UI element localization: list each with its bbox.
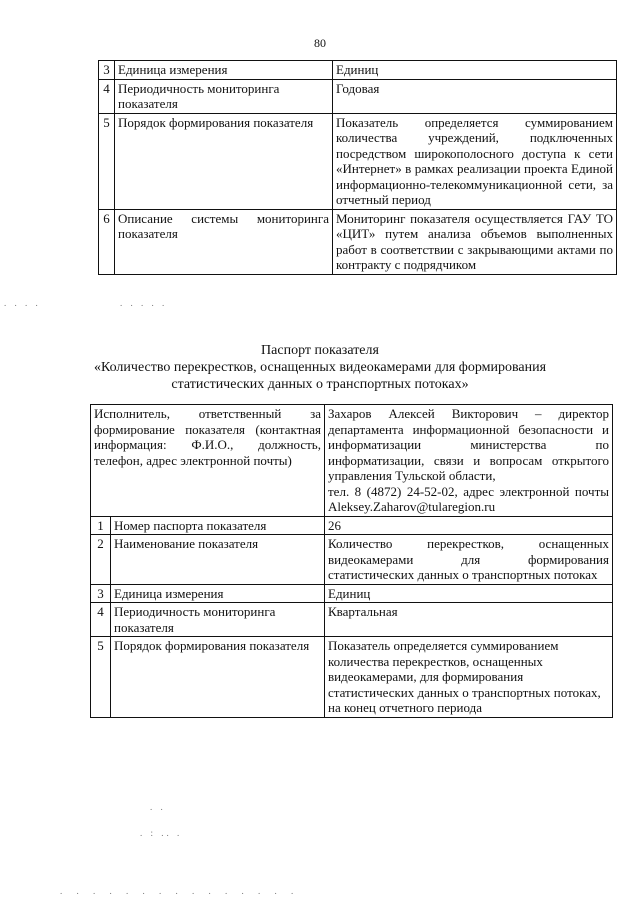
scan-noise: . . (150, 802, 166, 812)
row-label: Описание системы мониторинга показателя (115, 209, 333, 274)
passport-subtitle-line-1: «Количество перекрестков, оснащенных видеокамерами для формирования (93, 360, 547, 375)
scan-noise: . . . . (4, 298, 41, 308)
executor-value: Захаров Алексей Викторович – директор департамента информационной безопасности и информатизации министерства по информатизации, связи и вопросам открытого управления Тульской области, тел. 8 (4872) 24-52-02, адрес электронной почты Aleksey.Zaharov@tularegion.ru (325, 405, 613, 517)
row-number: 6 (99, 209, 115, 274)
table-row (91, 603, 613, 637)
passport-title: Паспорт показателя (261, 343, 379, 358)
row-number: 3 (91, 584, 111, 603)
table-row (99, 61, 617, 80)
scan-noise: . . . . . (120, 298, 168, 308)
row-label: Периодичность мониторинга показателя (111, 603, 325, 637)
row-number: 1 (91, 516, 111, 535)
row-value: Единиц (333, 61, 617, 80)
row-number: 2 (91, 535, 111, 585)
row-number: 4 (91, 603, 111, 637)
row-value: Квартальная (325, 603, 613, 637)
indicator-passport-table (90, 404, 613, 718)
row-label: Наименование показателя (111, 535, 325, 585)
row-number: 3 (99, 61, 115, 80)
table-row (99, 113, 617, 209)
row-label: Номер паспорта показателя (111, 516, 325, 535)
row-value: 26 (325, 516, 613, 535)
row-value: Мониторинг показателя осуществляется ГАУ ТО «ЦИТ» путем анализа объемов выполненных работ в соответствии с закрывающими актами по контракту с подрядчиком (333, 209, 617, 274)
scan-noise: . : .. . (140, 828, 183, 838)
row-number: 5 (91, 637, 111, 718)
table-row (91, 535, 613, 585)
passport-subtitle-line-2: статистических данных о транспортных потоках» (171, 377, 469, 392)
row-label: Единица измерения (111, 584, 325, 603)
row-label: Порядок формирования показателя (111, 637, 325, 718)
executor-label: Исполнитель, ответственный за формирование показателя (контактная информация: Ф.И.О., должность, телефон, адрес электронной почты) (91, 405, 325, 517)
table-row (99, 79, 617, 113)
indicator-table-continued (98, 60, 617, 275)
row-label: Периодичность мониторинга показателя (115, 79, 333, 113)
table-row (91, 516, 613, 535)
row-label: Единица измерения (115, 61, 333, 80)
table-row (99, 209, 617, 274)
scan-noise: . . . . . . . . . . . . . . . (60, 886, 300, 896)
row-value: Показатель определяется суммированием количества учреждений, подключенных посредством широкополосного доступа к сети «Интернет» в рамках реализации проекта Единой информационно-телекоммуникационной сети, за отчетный период (333, 113, 617, 209)
row-value: Показатель определяется суммированием количества перекрестков, оснащенных видеокамерами, для формирования статистических данных о транспортных потоках, на конец отчетного периода (325, 637, 613, 718)
row-value: Единиц (325, 584, 613, 603)
row-number: 4 (99, 79, 115, 113)
row-value: Количество перекрестков, оснащенных видеокамерами для формирования статистических данных о транспортных потоках (325, 535, 613, 585)
row-number: 5 (99, 113, 115, 209)
table-row (91, 584, 613, 603)
row-value: Годовая (333, 79, 617, 113)
row-label: Порядок формирования показателя (115, 113, 333, 209)
table-row (91, 405, 613, 517)
page-number: 80 (314, 36, 326, 50)
table-row (91, 637, 613, 718)
